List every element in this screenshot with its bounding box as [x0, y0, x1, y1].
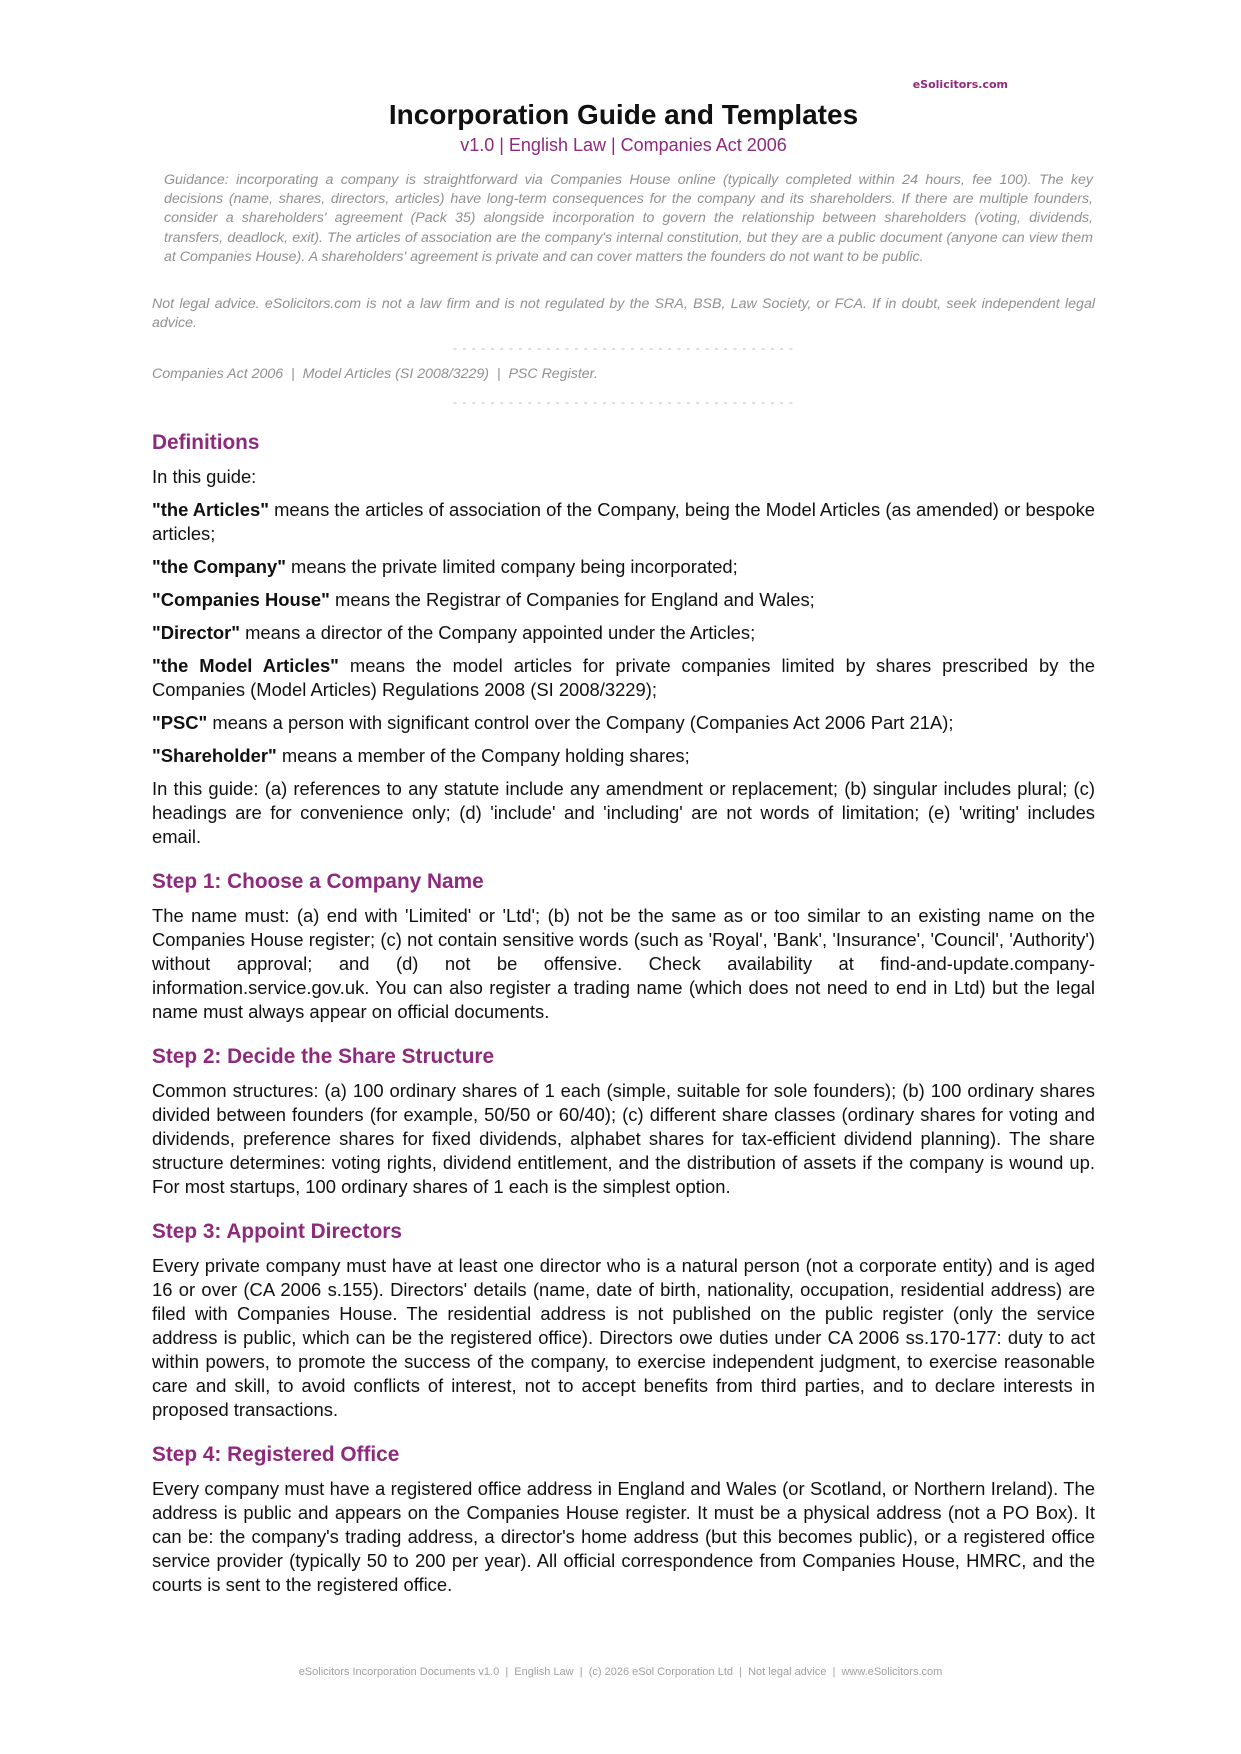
document-body [152, 430, 1095, 1597]
definition-text: means the Registrar of Companies for England and Wales; [329, 589, 815, 610]
page-footer: eSolicitors Incorporation Documents v1.0 | English Law | (c) 2026 eSol Corporation Ltd | Not legal advice | www.eSolicitors.com [298, 1666, 943, 1678]
page-subtitle: v1.0 | English Law | Companies Act 2006 [460, 135, 787, 155]
brand-name: eSolicitors.com [912, 78, 1008, 91]
page-title: Incorporation Guide and Templates [388, 99, 859, 130]
step-heading: Step 3: Appoint Directors [152, 1220, 402, 1243]
definitions-section [152, 430, 1095, 849]
divider-bottom: - - - - - - - - - - - - - - - - - - - - - - - - - - - - - - - - - - - - - [453, 395, 794, 409]
definition-term: "the Model Articles" [152, 655, 339, 676]
interpretation-clause: In this guide: (a) references to any statute include any amendment or replacement; (b) singular includes plural; (c) headings are for convenience only; (d) 'include' and 'including' are not words of limitation; (e) 'writing' includes email. [152, 778, 1095, 847]
legal-disclaimer: Not legal advice. eSolicitors.com is not a law firm and is not regulated by the SRA, BSB, Law Society, or FCA. If in doubt, seek independent legal advice. [152, 296, 1095, 332]
step-body: Common structures: (a) 100 ordinary shares of 1 each (simple, suitable for sole founders); (b) 100 ordinary shares divided between founders (for example, 50/50 or 60/40); (c) different share classes (ordinary shares for voting and dividends, preference shares for fixed dividends, alphabet shares for tax-efficient dividend planning). The share structure determines: voting rights, dividend entitlement, and the distribution of assets if the company is wound up. For most startups, 100 ordinary shares of 1 each is the simplest option. [152, 1080, 1095, 1197]
definition-term: "the Company" [152, 556, 286, 577]
references-line: Companies Act 2006 | Model Articles (SI 2008/3229) | PSC Register. [152, 366, 598, 382]
definition-text: means the model articles for private companies limited by shares prescribed by the Companies (Model Articles) Regulations 2008 (SI 2008/3229); [152, 655, 1095, 700]
definition-item [152, 711, 1095, 735]
guidance-note: Guidance: incorporating a company is straightforward via Companies House online (typically completed within 24 hours, fee 100). The key decisions (name, shares, directors, articles) have long-term consequences for the company and its shareholders. If there are multiple founders, consider a shareholders' agreement (Pack 35) alongside incorporation to govern the relationship between shareholders (voting, dividends, transfers, deadlock, exit). The articles of association are the company's internal constitution, but they are a public document (anyone can view them at Companies House). A shareholders' agreement is private and can cover matters the founders do not want to be public. [164, 172, 1093, 265]
definition-item [152, 498, 1095, 546]
definition-term: "Companies House" [152, 589, 330, 610]
step-heading: Step 1: Choose a Company Name [152, 870, 484, 893]
definition-term: "Director" [152, 622, 240, 643]
definitions-heading: Definitions [152, 431, 260, 454]
definition-term: "the Articles" [152, 499, 269, 520]
definition-item [152, 654, 1095, 702]
definition-item [152, 588, 1095, 612]
definition-text: means a member of the Company holding shares; [276, 745, 690, 766]
definition-item [152, 744, 1095, 768]
step-body: Every private company must have at least one director who is a natural person (not a corporate entity) and is aged 16 or over (CA 2006 s.155). Directors' details (name, date of birth, nationality, occupation, residential address) are filed with Companies House. The residential address is not published on the public register (only the service address is public, which can be the registered office). Directors owe duties under CA 2006 ss.170-177: duty to act within powers, to promote the success of the company, to exercise independent judgment, to exercise reasonable care and skill, to avoid conflicts of interest, not to accept benefits from third parties, and to declare interests in proposed transactions. [152, 1255, 1095, 1420]
definition-term: "PSC" [152, 712, 208, 733]
step-2-section [152, 1044, 1095, 1199]
definition-item [152, 555, 1095, 579]
step-3-section [152, 1219, 1095, 1422]
definitions-intro: In this guide: [152, 466, 257, 487]
step-1-section [152, 869, 1095, 1024]
definition-text: means the articles of association of the Company, being the Model Articles (as amended) or bespoke articles; [152, 499, 1096, 544]
definition-text: means the private limited company being incorporated; [285, 556, 738, 577]
step-body: Every company must have a registered office address in England and Wales (or Scotland, or Northern Ireland). The address is public and appears on the Companies House register. It must be a physical address (not a PO Box). It can be: the company's trading address, a director's home address (but this becomes public), or a registered office service provider (typically 50 to 200 per year). All official correspondence from Companies House, HMRC, and the courts is sent to the registered office. [152, 1478, 1095, 1595]
definition-text: means a person with significant control over the Company (Companies Act 2006 Part 21A); [207, 712, 954, 733]
definition-text: means a director of the Company appointed under the Articles; [239, 622, 756, 643]
definition-term: "Shareholder" [152, 745, 277, 766]
step-body: The name must: (a) end with 'Limited' or 'Ltd'; (b) not be the same as or too similar to an existing name on the Companies House register; (c) not contain sensitive words (such as 'Royal', 'Bank', 'Insurance', 'Council', 'Authority') without approval; and (d) not be offensive. Check availability at find-and-update.company-information.service.gov.uk. You can also register a trading name (which does not need to end in Ltd) but the legal name must always appear on official documents. [152, 905, 1095, 1022]
step-4-section [152, 1442, 1095, 1597]
definition-item [152, 621, 1095, 645]
divider-top: - - - - - - - - - - - - - - - - - - - - - - - - - - - - - - - - - - - - - [453, 341, 794, 355]
step-heading: Step 2: Decide the Share Structure [152, 1045, 495, 1068]
step-heading: Step 4: Registered Office [152, 1443, 400, 1466]
